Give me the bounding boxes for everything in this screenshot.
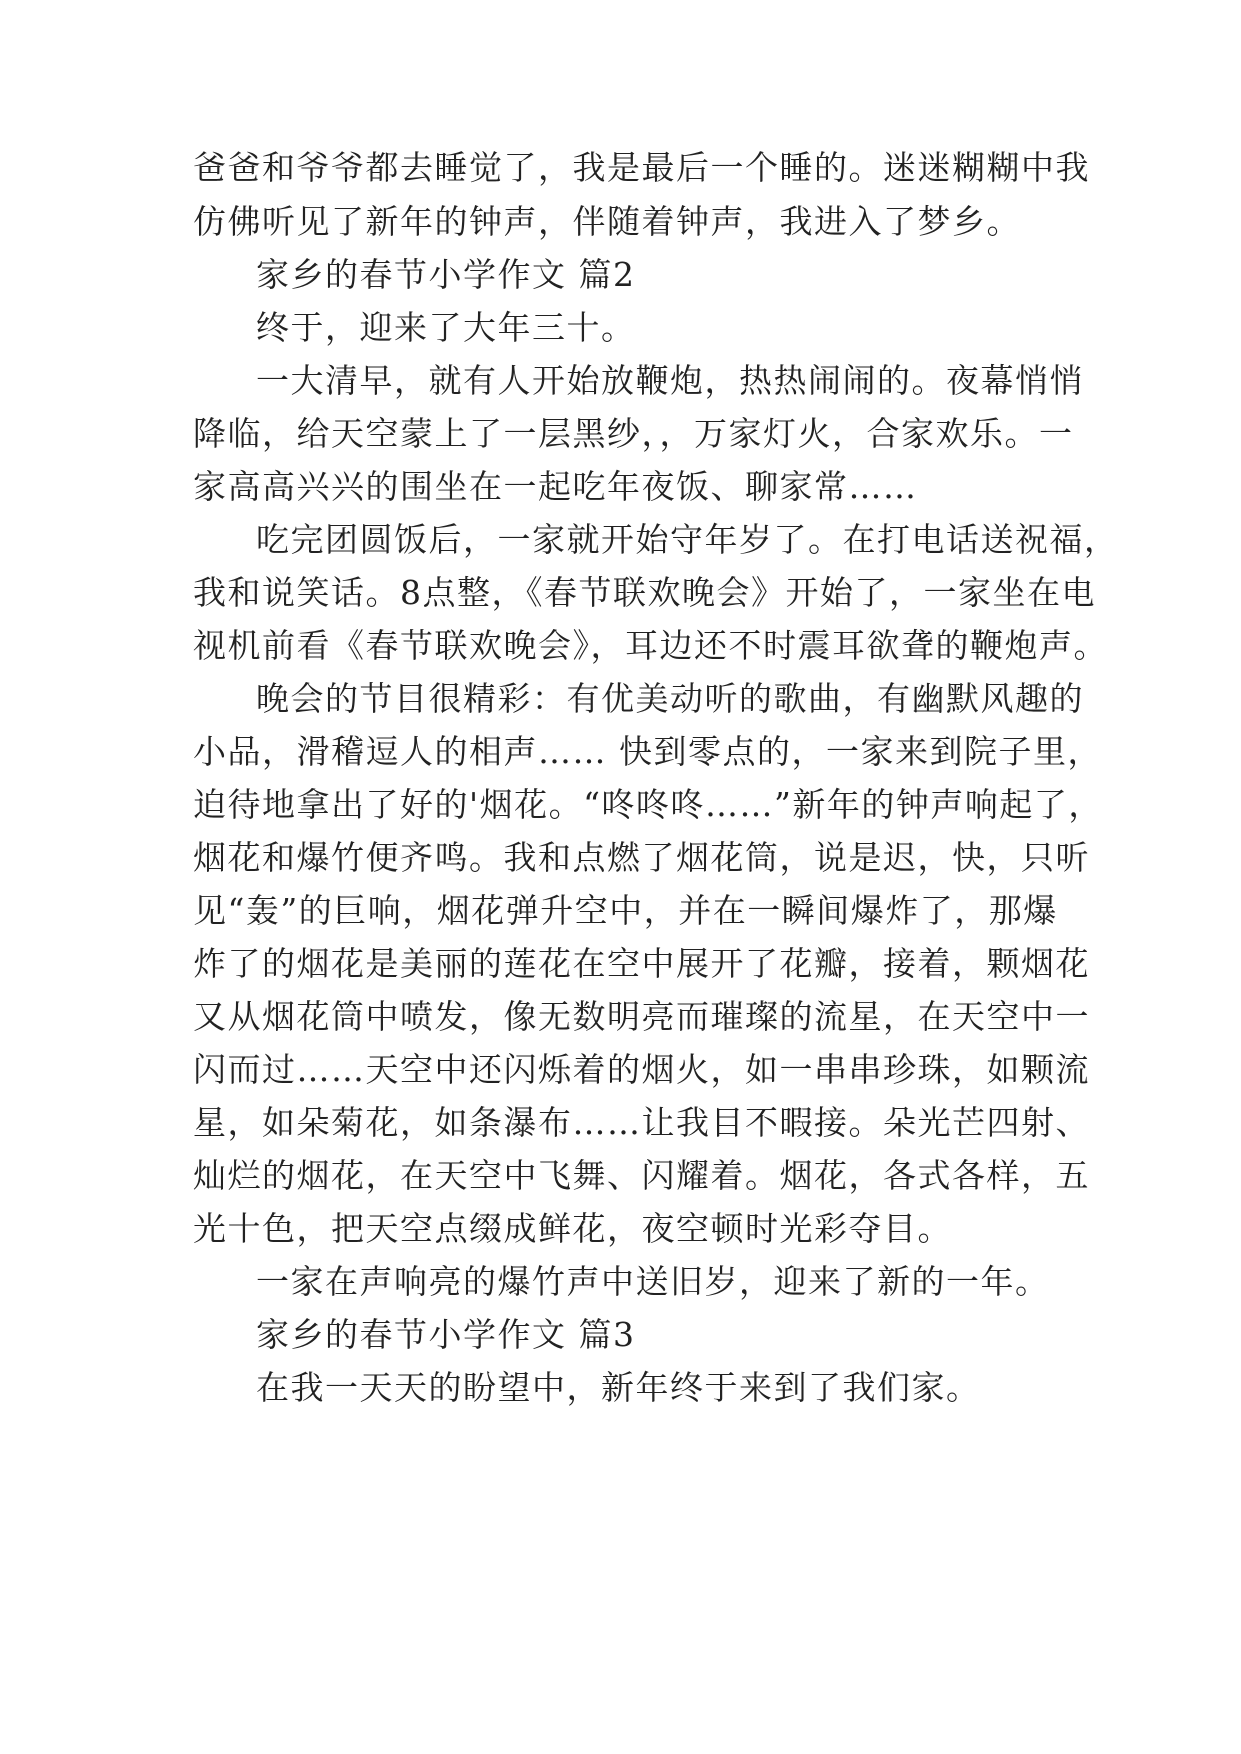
text-line: 又从烟花筒中喷发，像无数明亮而璀璨的流星，在天空中一 <box>193 997 1090 1036</box>
text-line: 炸了的烟花是美丽的莲花在空中展开了花瓣，接着，颗烟花 <box>193 944 1090 983</box>
paragraph-line: 在我一天天的盼望中，新年终于来到了我们家。 <box>256 1368 981 1407</box>
text-line: 迫待地拿出了好的'烟花。“咚咚咚……”新年的钟声响起了， <box>193 785 1103 824</box>
section-heading: 家乡的春节小学作文 篇2 <box>256 255 636 294</box>
paragraph-line: 一家在声响亮的爆竹声中送旧岁，迎来了新的一年。 <box>256 1262 1050 1301</box>
text-line: 烟花和爆竹便齐鸣。我和点燃了烟花筒，说是迟，快，只听 <box>193 838 1090 877</box>
text-line: 见“轰”的巨响，烟花弹升空中，并在一瞬间爆炸了，那爆 <box>193 891 1058 930</box>
text-line: 星，如朵菊花，如条瀑布……让我目不暇接。朵光芒四射、 <box>193 1103 1090 1142</box>
section-heading: 家乡的春节小学作文 篇3 <box>256 1315 636 1354</box>
text-line: 闪而过……天空中还闪烁着的烟火，如一串串珍珠，如颗流 <box>193 1050 1090 1089</box>
text-line: 小品，滑稽逗人的相声…… 快到零点的，一家来到院子里， <box>193 732 1102 771</box>
paragraph-line: 一大清早，就有人开始放鞭炮，热热闹闹的。夜幕悄悄 <box>256 361 1084 400</box>
text-line: 降临，给天空蒙上了一层黑纱，，万家灯火，合家欢乐。一 <box>193 414 1074 453</box>
text-line: 仿佛听见了新年的钟声，伴随着钟声，我进入了梦乡。 <box>193 202 1021 241</box>
text-line: 视机前看《春节联欢晚会》，耳边还不时震耳欲聋的鞭炮声。 <box>193 626 1108 665</box>
text-line: 光十色，把天空点缀成鲜花，夜空顿时光彩夺目。 <box>193 1209 952 1248</box>
text-line: 家高高兴兴的围坐在一起吃年夜饭、聊家常…… <box>193 467 918 506</box>
text-line: 我和说笑话。8点整，《春节联欢晚会》开始了，一家坐在电 <box>193 573 1096 612</box>
text-line: 爸爸和爷爷都去睡觉了，我是最后一个睡的。迷迷糊糊中我 <box>193 148 1090 187</box>
paragraph-line: 晚会的节目很精彩：有优美动听的歌曲，有幽默风趣的 <box>256 679 1084 718</box>
paragraph-line: 终于，迎来了大年三十。 <box>256 308 636 347</box>
paragraph-line: 吃完团圆饭后，一家就开始守年岁了。在打电话送祝福， <box>256 520 1119 559</box>
text-line: 灿烂的烟花，在天空中飞舞、闪耀着。烟花，各式各样，五 <box>193 1156 1090 1195</box>
